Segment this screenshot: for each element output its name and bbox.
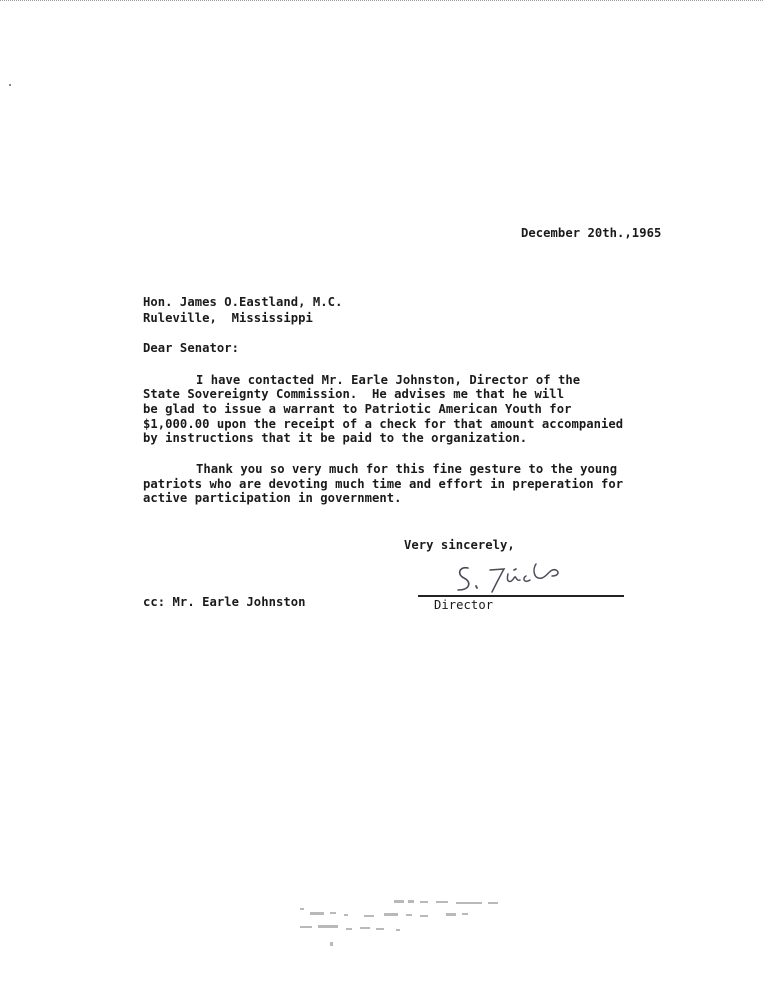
scan-speck	[9, 84, 11, 86]
recipient-name: Hon. James O.Eastland, M.C.	[143, 295, 343, 309]
page-top-border	[0, 0, 763, 1]
body-paragraph-2-line: active participation in government.	[143, 491, 402, 505]
body-paragraph-1-line: be glad to issue a warrant to Patriotic American Youth for	[143, 402, 572, 416]
signer-title: Director	[434, 598, 494, 612]
recipient-location: Ruleville, Mississippi	[143, 311, 313, 325]
signature-line	[418, 595, 624, 597]
salutation: Dear Senator:	[143, 341, 240, 355]
body-paragraph-1-line: $1,000.00 upon the receipt of a check for that amount accompanied	[143, 417, 624, 431]
body-paragraph-1-line: I have contacted Mr. Earle Johnston, Director of the	[196, 373, 581, 387]
body-paragraph-2-line: patriots who are devoting much time and effort in preperation for	[143, 477, 624, 491]
body-paragraph-1-line: by instructions that it be paid to the organization.	[143, 431, 528, 445]
carbon-copy-line: cc: Mr. Earle Johnston	[143, 595, 306, 609]
handwritten-signature	[452, 556, 572, 596]
body-paragraph-2-line: Thank you so very much for this fine gesture to the young	[196, 462, 618, 476]
body-paragraph-1-line: State Sovereignty Commission. He advises me that he will	[143, 387, 565, 401]
closing: Very sincerely,	[404, 538, 515, 552]
letter-date: December 20th.,1965	[521, 226, 662, 240]
faded-archive-stamp	[296, 898, 508, 950]
